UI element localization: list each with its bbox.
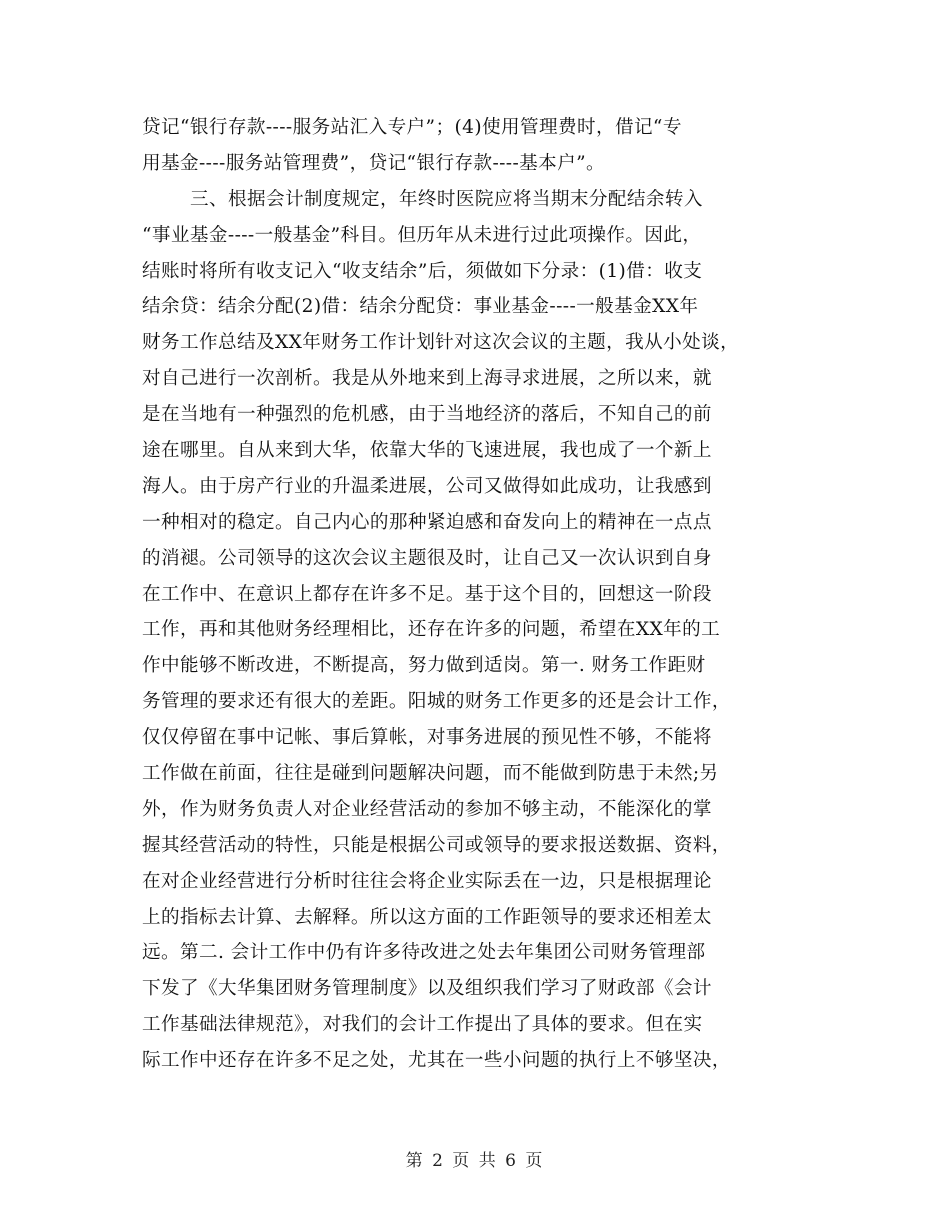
text-line: 作中能够不断改进，不断提高，努力做到适岗。第一. 财务工作距财 (142, 655, 706, 677)
text-line: 途在哪里。自从来到大华，依靠大华的飞速进展，我也成了一个新上 (142, 440, 712, 462)
text-line: 外，作为财务负责人对企业经营活动的参加不够主动，不能深化的掌 (142, 798, 712, 820)
text-line: 务管理的要求还有很大的差距。阳城的财务工作更多的还是会计工作， (142, 691, 731, 713)
text-line: 际工作中还存在许多不足之处，尤其在一些小问题的执行上不够坚决， (142, 1050, 731, 1072)
text-line: 工作，再和其他财务经理相比，还存在许多的问题，希望在XX年的工 (142, 619, 721, 641)
text-line: 是在当地有一种强烈的危机感，由于当地经济的落后，不知自己的前 (142, 404, 712, 426)
text-line: 三、根据会计制度规定，年终时医院应将当期末分配结余转入 (190, 188, 703, 210)
text-line: 在工作中、在意识上都存在许多不足。基于这个目的，回想这一阶段 (142, 583, 712, 605)
text-line: “事业基金----一般基金”科目。但历年从未进行过此项操作。因此， (142, 224, 702, 246)
page-number-footer: 第 2 页 共 6 页 (405, 1151, 545, 1171)
text-line: 工作做在前面，往往是碰到问题解决问题，而不能做到防患于未然;另 (142, 763, 719, 785)
text-line: 用基金----服务站管理费”，贷记“银行存款----基本户”。 (142, 152, 606, 174)
text-line: 贷记“银行存款----服务站汇入专户”；(4)使用管理费时，借记“专 (142, 117, 682, 138)
text-line: 远。第二. 会计工作中仍有许多待改进之处去年集团公司财务管理部 (142, 942, 706, 964)
text-line: 结账时将所有收支记入“收支结余”后，须做如下分录：(1)借：收支 (142, 260, 703, 282)
text-line: 一种相对的稳定。自己内心的那种紧迫感和奋发向上的精神在一点点 (142, 511, 712, 533)
body-text (142, 110, 822, 1079)
text-line: 财务工作总结及XX年财务工作计划针对这次会议的主题，我从小处谈， (142, 332, 740, 354)
text-line: 握其经营活动的特性，只能是根据公司或领导的要求报送数据、资料， (142, 834, 731, 856)
text-line: 仅仅停留在事中记帐、事后算帐，对事务进展的预见性不够，不能将 (142, 727, 712, 749)
text-line: 在对企业经营进行分析时往往会将企业实际丢在一边，只是根据理论 (142, 870, 712, 892)
text-line: 上的指标去计算、去解释。所以这方面的工作距领导的要求还相差太 (142, 906, 712, 928)
text-line: 下发了《大华集团财务管理制度》以及组织我们学习了财政部《会计 (142, 978, 712, 1000)
text-line: 的消褪。公司领导的这次会议主题很及时，让自己又一次认识到自身 (142, 547, 712, 569)
text-line: 结余贷：结余分配(2)借：结余分配贷：事业基金----一般基金XX年 (142, 296, 699, 318)
text-line: 工作基础法律规范》，对我们的会计工作提出了具体的要求。但在实 (142, 1014, 703, 1036)
text-line: 海人。由于房产行业的升温柔进展，公司又做得如此成功，让我感到 (142, 475, 712, 497)
text-line: 对自己进行一次剖析。我是从外地来到上海寻求进展，之所以来，就 (142, 368, 712, 390)
